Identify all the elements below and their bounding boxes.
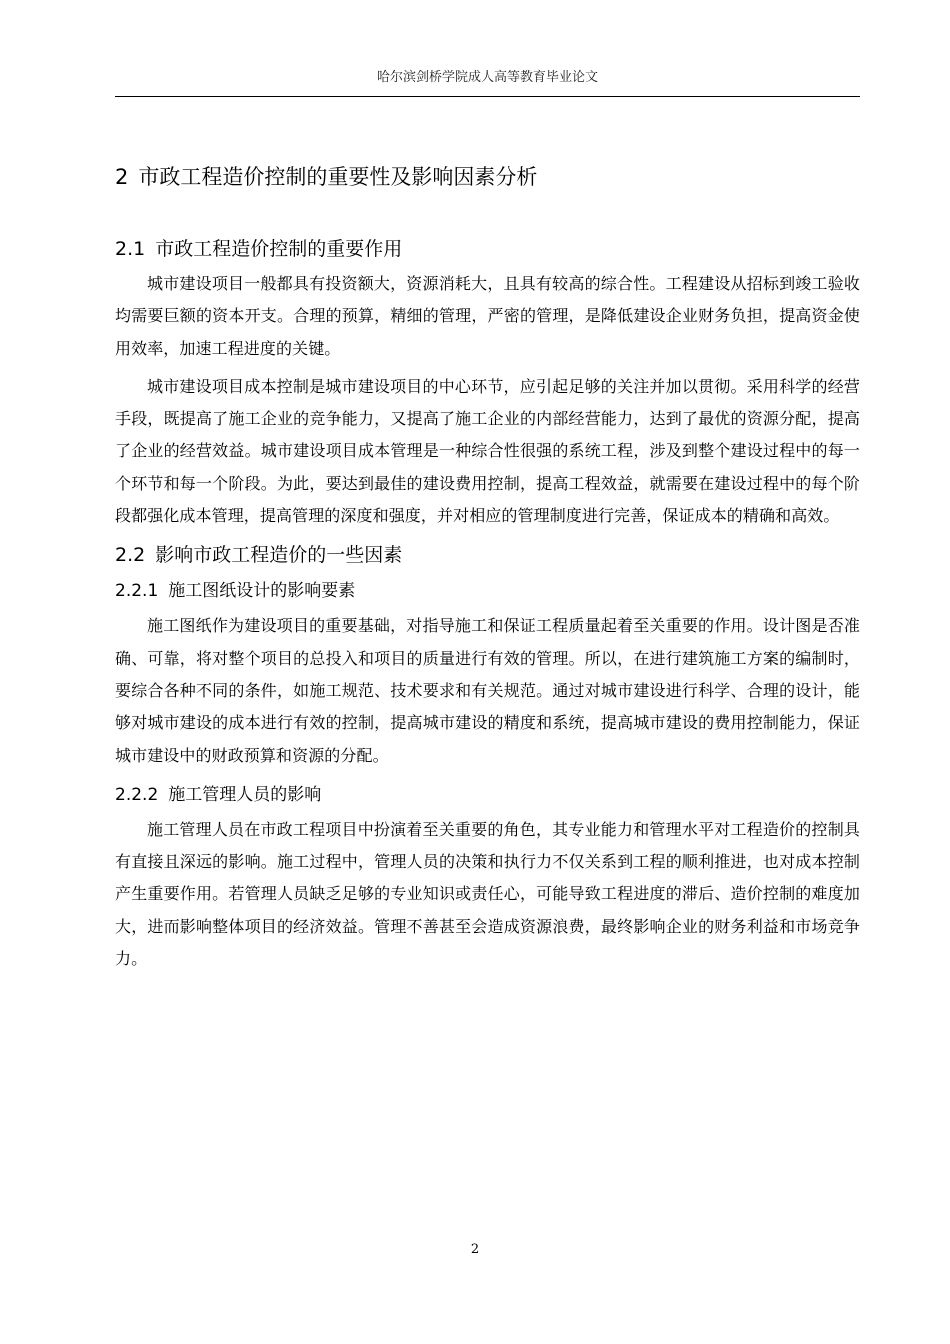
paragraph: 施工图纸作为建设项目的重要基础，对指导施工和保证工程质量起着至关重要的作用。设计图是否准确、可靠，将对整个项目的总投入和项目的质量进行有效的管理。所以，在进行建筑施工方案的编制时，要综合各种不同的条件，如施工规范、技术要求和有关规范。通过对城市建设进行科学、合理的设计，能够对城市建设的成本进行有效的控制，提高城市建设的精度和系统，提高城市建设的费用控制能力，保证城市建设中的财政预算和资源的分配。 (115, 616, 860, 765)
section-title: 影响市政工程造价的一些因素 (155, 544, 403, 567)
section-number: 2.2 (115, 544, 146, 567)
subsection-title: 施工图纸设计的影响要素 (168, 581, 356, 602)
chapter-number: 2 (115, 165, 129, 189)
section-number: 2.1 (115, 238, 146, 260)
subsection-number: 2.2.1 (115, 581, 159, 602)
subsection-number: 2.2.2 (115, 784, 159, 805)
section-heading-2-1 (115, 232, 860, 266)
page-number: 2 (470, 1242, 480, 1257)
subsection-heading-2-2-1 (115, 574, 860, 608)
running-header: 哈尔滨剑桥学院成人高等教育毕业论文 (376, 70, 598, 85)
header-divider (115, 96, 860, 97)
subsection-title: 施工管理人员的影响 (168, 784, 322, 805)
subsection-heading-2-2-2 (115, 778, 860, 812)
chapter-heading (115, 158, 860, 196)
paragraph: 城市建设项目成本控制是城市建设项目的中心环节，应引起足够的关注并加以贯彻。采用科学的经营手段，既提高了施工企业的竞争能力，又提高了施工企业的内部经营能力，达到了最优的资源分配，提高了企业的经营效益。城市建设项目成本管理是一种综合性很强的系统工程，涉及到整个建设过程中的每一个环节和每一个阶段。为此，要达到最佳的建设费用控制，提高工程效益，就需要在建设过程中的每个阶段都强化成本管理，提高管理的深度和强度，并对相应的管理制度进行完善，保证成本的精确和高效。 (115, 376, 860, 526)
page-body (115, 158, 860, 981)
section-title: 市政工程造价控制的重要作用 (155, 238, 403, 260)
paragraph: 施工管理人员在市政工程项目中扮演着至关重要的角色，其专业能力和管理水平对工程造价的控制具有直接且深远的影响。施工过程中，管理人员的决策和执行力不仅关系到工程的顺利推进，也对成本控制产生重要作用。若管理人员缺乏足够的专业知识或责任心，可能导致工程进度的滞后、造价控制的难度加大，进而影响整体项目的经济效益。管理不善甚至会造成资源浪费，最终影响企业的财务利益和市场竞争力。 (115, 819, 860, 969)
chapter-title: 市政工程造价控制的重要性及影响因素分析 (138, 165, 538, 189)
section-heading-2-2 (115, 538, 860, 572)
paragraph: 城市建设项目一般都具有投资额大，资源消耗大，且具有较高的综合性。工程建设从招标到竣工验收均需要巨额的资本开支。合理的预算，精细的管理，严密的管理，是降低建设企业财务负担，提高资金使用效率，加速工程进度的关键。 (115, 274, 860, 358)
